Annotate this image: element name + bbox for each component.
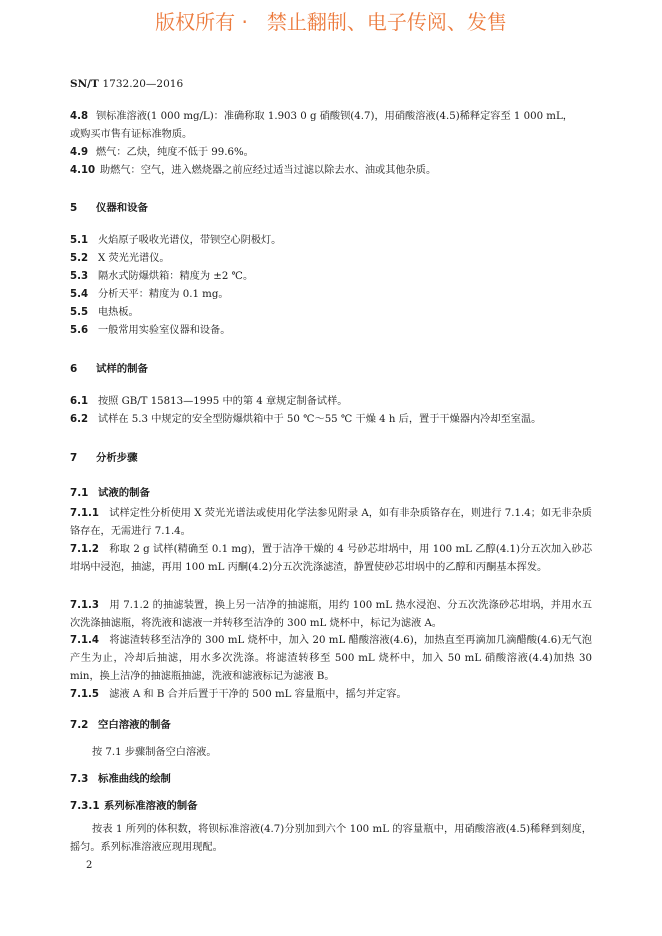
section-heading-6: 6 试样的制备 [70,363,148,375]
item-5-5: 5.5 电热板。 [70,307,139,318]
paragraph-7-1-1: 7.1.1 试样定性分析使用 X 荧光光谱法或使用化学法参见附录 A，如有非杂质铬存在，则进行 7.1.4；如无非杂质铬存在，无需进行 7.1.4。 [70,508,592,537]
section-heading-7-2: 7.2 空白溶液的制备 [70,719,171,731]
item-text: 助燃气：空气，进入燃烧器之前应经过适当过滤以除去水、油或其他杂质。 [100,165,437,176]
doc-id-prefix: SN/T [70,78,99,90]
section-heading-7-3: 7.3 标准曲线的绘制 [70,773,171,785]
section-heading-7-1: 7.1 试液的制备 [70,487,150,499]
paragraph-7-1-4: 7.1.4 将滤渣转移至洁净的 300 mL 烧杯中，加入 20 mL 醋酸溶液(4.6)，加热直至再滴加几滴醋酸(4.6)无气泡产生为止，冷却后抽滤，用水多次洗涤。将滤渣转移至 500 mL 烧杯中，加入 50 mL 硝酸溶液(4.4)加热 30 min，换上洁净的抽滤瓶抽滤，洗液和滤液标记为滤液 B。 [70,635,592,682]
item-6-1: 6.1 按照 GB/T 15813—1995 中的第 4 章规定制备试样。 [70,396,348,407]
item-text: 钡标准溶液(1 000 mg/L)：准确称取 1.903 0 g 硝酸钡(4.7)，用硝酸溶液(4.5)稀释定容至 1 000 mL， [96,111,573,122]
doc-id-number: 1732.20—2016 [102,78,184,90]
section-heading-5: 5 仪器和设备 [70,202,148,214]
section-heading-7: 7 分析步骤 [70,452,138,464]
document-id [70,78,183,90]
item-5-6: 5.6 一般常用实验室仪器和设备。 [70,325,231,336]
paragraph-7-3-1: 按表 1 所列的体积数，将钡标准溶液(4.7)分别加到六个 100 mL 的容量瓶中，用硝酸溶液(4.5)稀释到刻度，摇匀。系列标准溶液应现用现配。 [70,824,592,853]
paragraph-7-1-3: 7.1.3 用 7.1.2 的抽滤装置，换上另一洁净的抽滤瓶，用约 100 mL 热水浸泡、分五次洗涤砂芯坩埚，并用水五次洗涤抽滤瓶，将洗液和滤液一并转移至洁净的 300 mL 烧杯中，标记为滤液 A。 [70,600,593,629]
item-4-8 [70,110,573,124]
section-heading-7-3-1: 7.3.1 系列标准溶液的制备 [70,800,198,812]
item-4-8-continued [70,128,192,142]
item-number: 4.9 [70,147,89,158]
paragraph-7-1-5: 7.1.5 滤液 A 和 B 合并后置于干净的 500 mL 容量瓶中，摇匀并定容。 [70,689,407,700]
item-5-2: 5.2 X 荧光光谱仪。 [70,253,170,264]
item-text-cont: 或购买市售有证标准物质。 [70,129,193,140]
item-number: 4.10 [70,165,96,176]
text-7-2: 按 7.1 步骤制备空白溶液。 [92,747,217,758]
item-text: 燃气：乙炔，纯度不低于 99.6%。 [96,147,254,158]
page-number: 2 [86,860,93,871]
item-5-4: 5.4 分析天平：精度为 0.1 mg。 [70,289,229,300]
item-4-9 [70,146,254,160]
item-4-10 [70,164,436,178]
watermark-banner: 版权所有 · 禁止翻制、电子传阅、发售 [155,10,507,34]
item-6-2: 6.2 试样在 5.3 中规定的安全型防爆烘箱中于 50 ℃～55 ℃ 干燥 4 h 后，置于干燥器内冷却至室温。 [70,414,542,425]
item-5-1: 5.1 火焰原子吸收光谱仪，带钡空心阴极灯。 [70,235,282,246]
item-number: 4.8 [70,111,89,122]
item-5-3: 5.3 隔水式防爆烘箱：精度为 ±2 ℃。 [70,271,254,282]
paragraph-7-1-2: 7.1.2 称取 2 g 试样(精确至 0.1 mg)，置于洁净干燥的 4 号砂芯坩埚中，用 100 mL 乙醇(4.1)分五次加入砂芯坩埚中浸泡，抽滤，再用 100 mL 丙酮(4.2)分五次洗涤滤渣，静置使砂芯坩埚中的乙醇和丙酮基本挥发。 [70,544,593,573]
